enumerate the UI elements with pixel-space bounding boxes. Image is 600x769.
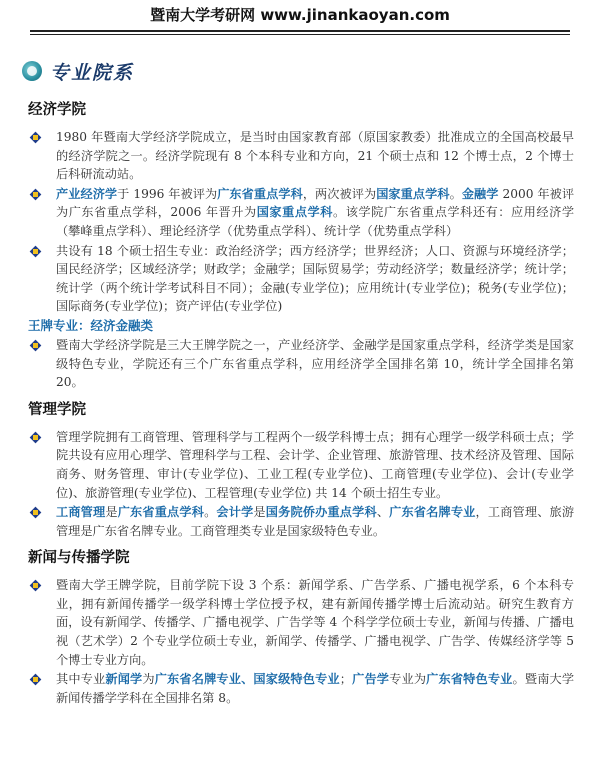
bullet-icon <box>30 507 41 518</box>
highlight-text: 金融学 <box>461 186 499 201</box>
paragraph <box>28 428 574 502</box>
highlight-text: 广东省名牌专业、国家级特色专业 <box>154 672 340 687</box>
paragraph <box>28 503 574 540</box>
paragraph <box>28 670 574 707</box>
paragraph-text: 其中专业 <box>56 672 106 687</box>
paragraph-text: 管理学院拥有工商管理、管理科学与工程两个一级学科博士点；拥有心理学一级学科硕士点；学院共设有应用心理学、管理科学与工程、会计学、企业管理、旅游管理、技术经济及管理、国际商务、财务管理、审计(专业学位)、工业工程(专业学位)、工商管理(专业学位)、会计(专业学位)、旅游管理(专业学位)、工程管理(专业学位) 共 14 个硕士招生专业。 <box>56 429 574 500</box>
globe-icon <box>22 61 42 81</box>
paragraph <box>28 185 574 241</box>
paragraph-text: 。 <box>449 186 462 201</box>
college-heading-economics: 经济学院 <box>28 102 86 118</box>
bullet-icon <box>30 189 41 200</box>
paragraph-text: 。 <box>204 505 217 520</box>
bullet-icon <box>30 580 41 591</box>
paragraph-text: 、 <box>376 505 390 520</box>
paragraph <box>28 336 574 392</box>
section-title-text: 专业院系 <box>50 61 135 84</box>
section-title <box>22 56 134 86</box>
page-header: 暨南大学考研网 www.jinankaoyan.com <box>150 6 450 24</box>
paragraph-text: ； <box>339 672 352 687</box>
paragraph <box>28 242 574 316</box>
paragraph-text: 是 <box>253 505 266 520</box>
bullet-icon <box>30 132 41 143</box>
highlight-text: 广东省特色专业 <box>426 672 513 687</box>
highlight-text: 新闻学 <box>105 672 143 687</box>
paragraph-text: 2000 年被评为广东省重点学科，2006 年晋升为 <box>56 186 575 220</box>
highlight-text: 广东省重点学科 <box>217 186 303 201</box>
highlight-text: 广东省名牌专业 <box>389 505 476 520</box>
highlight-text: 工商管理 <box>56 505 106 520</box>
paragraph-text: 专业为 <box>389 672 427 687</box>
highlight-text: 会计学 <box>216 505 254 520</box>
bullet-icon <box>30 340 41 351</box>
highlight-text: 广东省重点学科 <box>117 505 205 520</box>
paragraph-text: 1980 年暨南大学经济学院成立，是当时由国家教育部（原国家教委）批准成立的全国高校最早的经济学院之一。经济学院现有 8 个本科专业和方向，21 个硕士点和 12 个博士点，2 个博士后科研流动站。 <box>56 130 574 182</box>
highlight-text: 国务院侨办重点学科 <box>265 505 377 520</box>
highlight-text: 广告学 <box>351 672 390 687</box>
highlight-text: 国家重点学科 <box>376 186 450 201</box>
content <box>28 100 574 708</box>
paragraph-text: 。该学院广东省重点学科还有：应用经济学（攀峰重点学科）、理论经济学（优势重点学科）、统计学（优势重点学科） <box>56 205 575 238</box>
college-heading-journalism: 新闻与传播学院 <box>28 550 130 567</box>
college-heading-management: 管理学院 <box>28 401 86 418</box>
paragraph-text: 共设有 18 个硕士招生专业：政治经济学；西方经济学；世界经济；人口、资源与环境经济学；国民经济学；区域经济学；财政学；金融学；国际贸易学；劳动经济学；数量经济学；统计学；统计学（两个统计学考试科目不同）；金融(专业学位)；应用统计(专业学位)；税务(专业学位)；国际商务(专业学位)；资产评估(专业学位) <box>56 243 574 314</box>
subheading-ace-major: 王牌专业：经济金融类 <box>28 317 154 333</box>
paragraph-text: 暨南大学经济学院是三大王牌学院之一，产业经济学、金融学是国家重点学科，经济学类是国家级特色专业，学院还有三个广东省重点学科，应用经济学全国排名第 10，统计学全国排名第 20。 <box>56 337 574 390</box>
paragraph-text: 是 <box>105 505 118 520</box>
paragraph-text: ，两次被评为 <box>302 186 377 201</box>
paragraph <box>28 576 574 669</box>
paragraph-text: ，工商管理、旅游管理是广东省名牌专业。工商管理类专业是国家级特色专业。 <box>56 505 575 538</box>
highlight-text: 产业经济学 <box>56 186 118 201</box>
header-rule-thick <box>30 30 570 32</box>
header-rule-thin <box>30 34 570 35</box>
paragraph <box>28 128 574 184</box>
bullet-icon <box>30 246 41 257</box>
paragraph-text: 于 1996 年被评为 <box>117 186 218 201</box>
paragraph-text: 为 <box>142 672 155 687</box>
bullet-icon <box>30 432 41 443</box>
paragraph-text: 。暨南大学新闻传播学学科在全国排名第 8。 <box>56 672 575 705</box>
highlight-text: 国家重点学科 <box>256 205 333 220</box>
bullet-icon <box>30 674 41 685</box>
paragraph-text: 暨南大学王牌学院，目前学院下设 3 个系：新闻学系、广告学系、广播电视学系，6 个本科专业，拥有新闻传播学一级学科博士学位授予权，建有新闻传播学博士后流动站。研究生教育方面，设有新闻学、传播学、广播电视学、广告学等 4 个科学学位硕士专业，新闻与传播、广播电视（艺术学）2 个专业学位硕士专业，新闻学、传播学、广播电视学、广告学、传媒经济学等 5 个博士专业方向。 <box>56 578 574 667</box>
